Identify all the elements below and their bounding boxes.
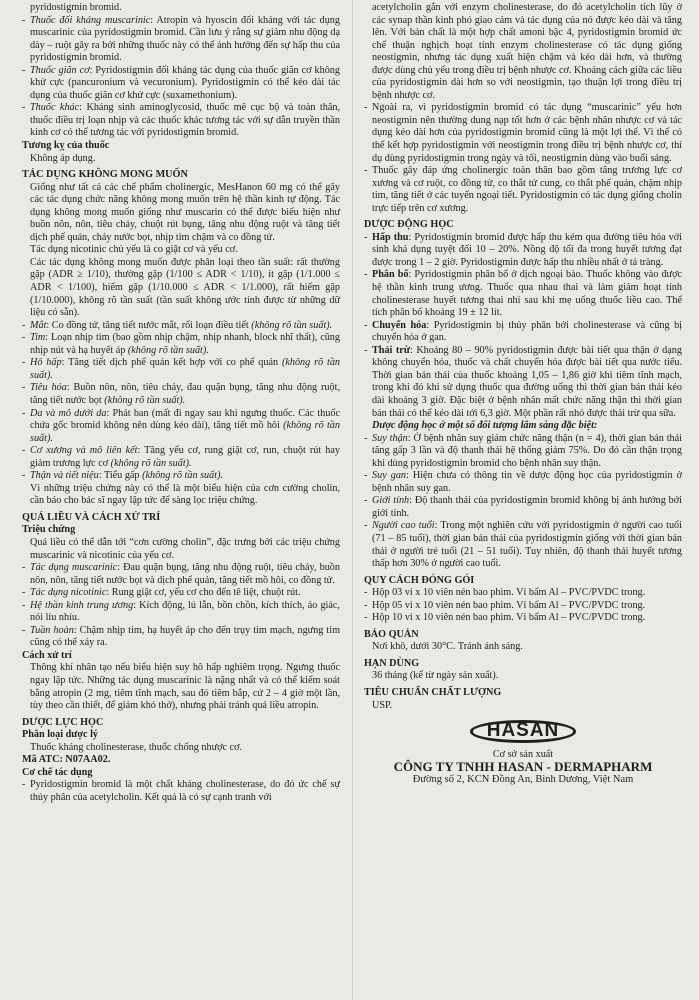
overdose-text: : Chậm nhịp tim, hạ huyết áp cho đến trụy tim mạch, ngưng tim cũng có thể xảy ra. — [30, 624, 340, 649]
moa-item: - Thuốc gây đáp ứng cholinergic toàn thân bao gồm tăng trương lực cơ xương và cơ ruột, co đồng tử, co thắt tử cung, co thắt phế quản, chậm nhịp tim, tăng tiết ở các tuyến ngoại tiết. Pyridostigmin có tác dụng giống cholin trực tiếp trên cơ xương. — [364, 165, 682, 215]
subheading: Dược động học ở một số đối tượng lâm sàng đặc biệt: — [372, 420, 598, 432]
ae-item — [22, 408, 340, 446]
left-column — [22, 2, 340, 804]
paragraph: Vì những triệu chứng này có thể là một biểu hiện của cơn cường cholin, cần báo cho bác sĩ ngay lập tức để sàng lọc triệu chứng. — [30, 482, 340, 507]
ae-label: Tiêu hóa — [30, 382, 67, 394]
interaction-text: : Kháng sinh aminoglycosid, thuốc mê cục bộ và toàn thân, thuốc điều trị loạn nhịp và các thuốc khác tương tác với sự dẫn truyền thần kinh cơ có thể tương tác với pyridostigmin bromid. — [30, 102, 340, 139]
pack-item: - Hộp 03 vỉ x 10 viên nén bao phim. Vỉ bấm Al – PVC/PVDC trong. — [364, 587, 682, 600]
ae-item — [22, 470, 340, 483]
pk-special-item — [364, 470, 682, 495]
ae-item — [22, 332, 340, 357]
ae-text: : Co đồng tử, tăng tiết nước mắt, rối loạn điều tiết — [46, 319, 249, 331]
pk-item — [364, 345, 682, 420]
interaction-label: Thuốc đối kháng muscarinic — [30, 14, 151, 26]
text-line: pyridostigmin bromid. — [30, 2, 122, 13]
ae-item — [22, 357, 340, 382]
pk-special-label: Giới tính — [372, 495, 410, 507]
overdose-item — [22, 600, 340, 625]
pk-item — [364, 269, 682, 319]
paragraph: Tác dụng nicotinic chủ yếu là co giật cơ và yếu cơ. — [30, 244, 238, 256]
ae-label: Tim — [30, 332, 46, 344]
ae-frequency: (không rõ tần suất). — [110, 457, 192, 469]
pk-special-label: Suy gan — [372, 470, 407, 482]
paragraph: 36 tháng (kể từ ngày sản xuất). — [372, 670, 499, 682]
paragraph: Thuốc kháng cholinesterase, thuốc chống nhược cơ. — [30, 741, 243, 753]
interaction-text: : Pyridostigmin đối kháng tác dụng của thuốc giãn cơ không khử cực (pancuronium và vecuronium). Pyridostigmin có thể kéo dài tác dụng của thuốc giãn cơ khử cực (suxamethonium). — [30, 64, 340, 101]
paragraph: Giống như tất cả các chế phẩm cholinergic, MesHanon 60 mg có thể gây các tác dụng chức năng không mong muốn trên hệ thần kinh tự động. Tác dụng không mong muốn giống như muscarin có thể được biểu hiện như buồn nôn, nôn, tiêu chảy, chuột rút bụng, tăng nhu động ruột và tăng tiết dịch phế quản, chảy nước bọt, nhịp tim chậm và co đồng tử. — [30, 181, 340, 243]
ae-frequency: (không rõ tần suất). — [142, 470, 224, 482]
section-heading: QUY CÁCH ĐÓNG GÓI — [364, 574, 475, 586]
pk-special-text: : Ở bệnh nhân suy giảm chức năng thận (n = 4), thời gian bán thải tăng gấp 3 lần và độ thanh thải hệ thống giảm 75%. Do đó cần thận trọng khi dùng pyridostigmin bromid cho bệnh nhân suy thận. — [372, 432, 683, 469]
overdose-item — [22, 625, 340, 650]
overdose-text: : Đau quặn bụng, tăng nhu động ruột, tiêu chảy, buồn nôn, nôn, tăng tiết nước bọt và dịch phế quản, tăng tiết mồ hôi, co đồng tử. — [30, 562, 340, 586]
interaction-label: Thuốc giãn cơ — [30, 64, 90, 76]
section-heading: HẠN DÙNG — [364, 657, 420, 669]
hasan-logo: HASAN — [470, 720, 577, 743]
ae-frequency: (không rõ tần suất). — [104, 394, 186, 406]
paragraph: Quá liều có thể dẫn tới “cơn cường cholin”, đặc trưng bởi các triệu chứng muscarinic và nicotinic của yếu cơ. — [30, 536, 340, 561]
right-column — [364, 2, 682, 786]
section-heading: DƯỢC ĐỘNG HỌC — [364, 219, 454, 231]
pk-item — [364, 320, 682, 345]
pk-text: : Khoảng 80 – 90% pyridostigmin được bài tiết qua thận ở dạng không chuyển hóa, thuốc và chất chuyển hóa được bài tiết qua nước tiểu. Thời gian bán thải của thuốc khoảng 1,05 – 1,86 giờ khi tiêm tĩnh mạch, trong khi đó khi sử dụng thuốc qua đường uống thì thời gian bán thải kéo dài khoảng 3 giờ. Đặc biệt ở bệnh nhân mất chức năng thận thì thời gian bán thải có thể kéo dài tới 6,3 giờ. Một phần rất nhỏ được thải trừ qua sữa. — [372, 344, 682, 419]
ae-frequency: (không rõ tần suất). — [127, 344, 209, 356]
overdose-label: Tác dụng muscarinic — [30, 562, 118, 574]
pk-special-text: : Hiện chưa có thông tin về dược động học của pyridostigmin ở bệnh nhân suy gan. — [372, 470, 682, 494]
pk-item — [364, 232, 682, 270]
pk-text: : Pyridostigmin bromid được hấp thu kém qua đường tiêu hóa với sinh khả dụng tuyệt đối 10 – 20%. Nồng độ tối đa trong huyết tương đạt được trong 1 – 2 giờ. Pyridostigmin được hấp thu nhiều nhất ở tá tràng. — [372, 231, 682, 268]
pack-item: - Hộp 05 vỉ x 10 viên nén bao phim. Vỉ bấm Al – PVC/PVDC trong. — [364, 600, 682, 613]
ae-label: Da và mô dưới da — [30, 407, 107, 419]
overdose-item — [22, 587, 340, 600]
subheading: Tương kỵ của thuốc — [22, 140, 110, 152]
ae-frequency: (không rõ tần suất). — [30, 357, 341, 381]
paragraph: acetylcholin gắn với enzym cholinesterase, do đó acetylcholin tích lũy ở các synap thần kinh phó giao cảm và tác dụng của nó được kéo dài và tăng lên. Với bản chất là một hợp chất amoni bậc 4, pyridostigmin bromid ức chế thuận nghịch hoạt tính enzym cholinesterase có tác dụng giống neostigmin, nhưng tác dụng xuất hiện chậm và kéo dài hơn, và thường được dùng chủ yếu trong điều trị bệnh nhược cơ. Khoảng cách giữa các liều của pyridostigmin dài hơn so với neostigmin, tạo thuận lợi trong điều trị bệnh nhược cơ. — [372, 2, 682, 101]
interaction-item — [22, 65, 340, 103]
overdose-text: : Rung giật cơ, yếu cơ cho đến tê liệt, chuột rút. — [106, 587, 301, 599]
pk-special-item — [364, 495, 682, 520]
interaction-item — [22, 102, 340, 140]
atc-code: Mã ATC: N07AA02. — [22, 754, 111, 766]
overdose-item — [22, 562, 340, 587]
section-heading: QUÁ LIỀU VÀ CÁCH XỬ TRÍ — [22, 511, 161, 523]
company-name: CÔNG TY TNHH HASAN - DERMAPHARM — [393, 759, 653, 775]
company-address: Đường số 2, KCN Đồng An, Bình Dương, Việt Nam — [412, 773, 634, 785]
overdose-label: Tác dụng nicotinic — [30, 587, 107, 599]
paragraph: Thông khí nhân tạo nếu biểu hiện suy hô hấp nghiêm trọng. Ngưng thuốc ngay lập tức. Những tác dụng muscarinic là nặng nhất và có thể kiểm soát bằng atropin (2 mg, tiêm tĩnh mạch, sau đó tiêm bắp, cứ 2 – 4 giờ một lần, tùy theo cần thiết, để giảm khó thở), nhưng phải tránh quá liều atropin. — [30, 662, 340, 712]
pk-special-text: : Độ thanh thải của pyridostigmin bromid không bị ảnh hưởng bởi giới tính. — [372, 495, 682, 519]
pk-text: : Pyridostigmin bị thủy phân bởi cholinesterase và cũng bị chuyển hóa ở gan. — [372, 319, 683, 344]
paragraph: USP. — [372, 699, 393, 711]
subheading: Cách xử trí — [22, 649, 72, 661]
pack-item: - Hộp 10 vỉ x 10 viên nén bao phim. Vỉ bấm Al – PVC/PVDC trong. — [364, 612, 682, 625]
pk-label: Chuyển hóa — [372, 319, 427, 331]
ae-text: : Phát ban (mất đi ngay sau khi ngưng thuốc. Các thuốc chứa gốc bromid không nên dùng kéo dài), tăng tiết mồ hôi — [30, 407, 340, 432]
interaction-item — [22, 15, 340, 65]
paragraph: Các tác dụng không mong muốn được phân loại theo tần suất: rất thường gặp (ADR ≥ 1/10), thường gặp (1/100 ≤ ADR < 1/10), ít gặp (1/1.000 ≤ ADR < 1/100), hiếm gặp (1/10.000 ≤ ADR < 1/1.000), rất hiếm gặp (1/10.000), không rõ tần suất (tần suất không ước tính được từ những dữ liệu có sẵn). — [30, 256, 340, 319]
pk-special-text: : Trong một nghiên cứu với pyridostigmin ở người cao tuổi (71 – 85 tuổi), thời gian bán thải của pyridostigmin giống với thời gian bán thải ở người trẻ tuổi (21 – 51 tuổi). Tuy nhiên, độ thanh thải huyết tương thấp hơn 30% ở người cao tuổi. — [372, 520, 682, 570]
moa-item: - Pyridostigmin bromid là một chất kháng cholinesterase, do đó ức chế sự thủy phân của acetylcholin. Kết quả là có sự cạnh tranh với — [22, 779, 340, 804]
pk-special-item — [364, 433, 682, 471]
moa-item: - Ngoài ra, vì pyridostigmin bromid có tác dụng “muscarinic” yếu hơn neostigmin nên thường dung nạp tốt hơn ở các bệnh nhân nhược cơ và tác dụng kéo dài hơn của pyridostigmin bromid cũng là một lợi thế. Vì thế có thể kết hợp pyridostigmin với neostigmin trong điều trị bệnh nhược cơ, thí dụ dùng pyridostigmin trong ngày và tối, neostigmin dùng vào buổi sáng. — [364, 102, 682, 165]
manufacturer-label: Cơ sở sản xuất — [492, 748, 554, 760]
ae-frequency: (không rõ tần suất). — [251, 319, 333, 331]
section-heading: BẢO QUẢN — [364, 628, 419, 640]
ae-text: : Buồn nôn, nôn, tiêu chảy, đau quặn bụng, tăng nhu động ruột, tăng tiết nước bọt — [30, 382, 340, 406]
subheading: Phân loại dược lý — [22, 729, 99, 741]
ae-label: Thận và tiết niệu — [30, 470, 99, 482]
pk-label: Phân bố — [372, 269, 409, 281]
overdose-label: Tuần hoàn — [30, 624, 74, 636]
interaction-text: : Atropin và hyoscin đối kháng với tác dụng muscarinic của pyridostigmin bromid. Cần lưu ý rằng sự giảm nhu động dạ dày – ruột gây ra bởi những thuốc này có thể ảnh hưởng đến sự hấp thu của pyridostigmin bromid. — [30, 14, 340, 64]
pk-special-label: Suy thận — [372, 432, 408, 444]
ae-item — [22, 445, 340, 470]
paragraph: Nơi khô, dưới 30°C. Tránh ánh sáng. — [372, 641, 523, 653]
section-heading: DƯỢC LỰC HỌC — [22, 716, 104, 728]
pk-special-label: Người cao tuổi — [372, 520, 435, 532]
ae-text: : Tiểu gấp — [98, 470, 140, 482]
ae-text: : Tăng yếu cơ, rung giật cơ, run, chuột rút hay giảm trương lực cơ — [30, 445, 340, 469]
fold-line — [352, 0, 353, 1000]
ae-item — [22, 382, 340, 407]
overdose-label: Hệ thần kinh trung ương — [30, 599, 134, 611]
ae-label: Hô hấp — [30, 357, 62, 369]
section-heading: TIÊU CHUẨN CHẤT LƯỢNG — [364, 686, 502, 698]
overdose-text: : Kích động, lú lẫn, bồn chồn, kích thích, ảo giác, nói líu nhíu. — [30, 599, 340, 624]
manufacturer-block — [364, 716, 682, 786]
interaction-label: Thuốc khác — [30, 102, 80, 114]
subheading: Cơ chế tác dụng — [22, 766, 93, 778]
pk-label: Hấp thu — [372, 231, 409, 243]
ae-label: Cơ xương và mô liên kết — [30, 445, 138, 457]
pk-special-item — [364, 520, 682, 570]
ae-text: : Loạn nhịp tim (bao gồm nhịp chậm, nhịp nhanh, block nhĩ thất), cũng nhịp nút và hạ huyết áp — [30, 332, 340, 356]
pk-label: Thải trừ — [372, 344, 410, 356]
subheading: Triệu chứng — [22, 524, 76, 536]
paragraph: Không áp dụng. — [30, 152, 96, 164]
ae-frequency: (không rõ tần suất). — [30, 420, 340, 444]
pk-text: : Pyridostigmin phân bố ở dịch ngoại bào. Thuốc không vào được hệ thần kinh trung ương. Thuốc qua nhau thai và làm giảm hoạt tính cholinesterase huyết tương thai nhi sau khi mẹ uống thuốc liều cao. Thể tích phân bố khoảng 19 ± 12 lít. — [372, 269, 682, 319]
section-heading: TÁC DỤNG KHÔNG MONG MUỐN — [22, 169, 188, 181]
ae-text: : Tăng tiết dịch phế quản kết hợp với co phế quản — [61, 357, 279, 369]
ae-item — [22, 320, 340, 333]
ae-label: Mắt — [30, 319, 47, 331]
